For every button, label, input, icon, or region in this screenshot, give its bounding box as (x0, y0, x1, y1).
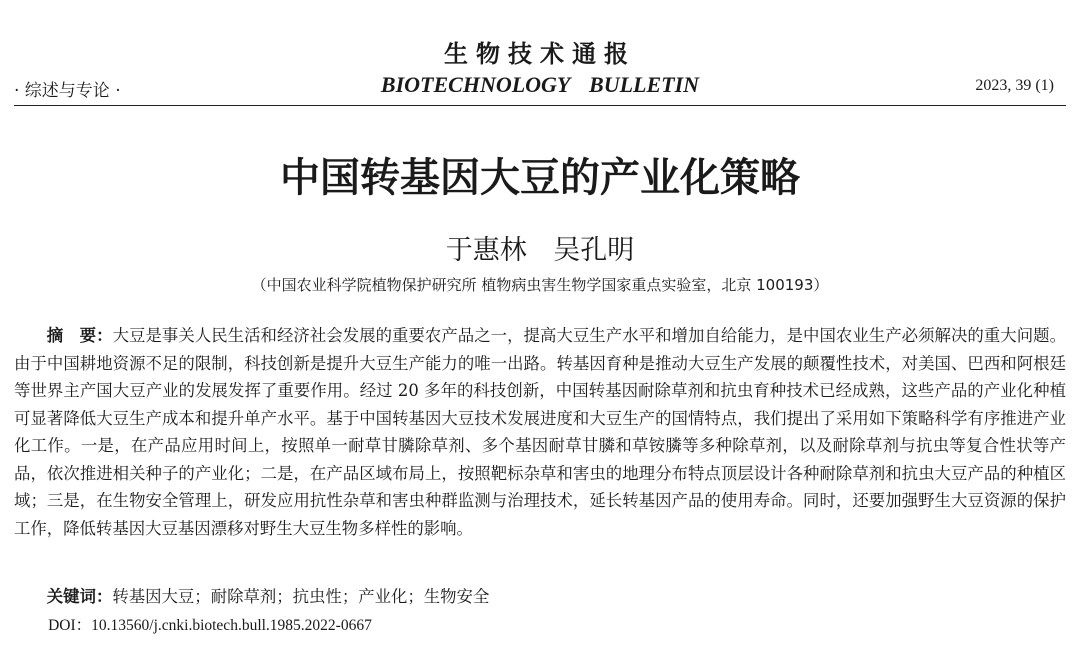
abstract (14, 322, 1066, 542)
journal-name-en: BIOTECHNOLOGY BULLETIN (380, 72, 700, 97)
journal-name-cn: 生物技术通报 (444, 39, 636, 68)
header-divider (14, 105, 1066, 106)
journal-header (14, 72, 1066, 102)
keywords-text: 转基因大豆；耐除草剂；抗虫性；产业化；生物安全 (112, 587, 490, 606)
abstract-text: 大豆是事关人民生活和经济社会发展的重要农产品之一，提高大豆生产水平和增加自给能力，是中国农业生产必须解决的重大问题。由于中国耕地资源不足的限制，科技创新是提升大豆生产能力的唯一出路。转基因育种是推动大豆生产发展的颠覆性技术，对美国、巴西和阿根廷等世界主产国大豆产业的发展发挥了重要作用。经过 20 多年的科技创新，中国转基因耐除草剂和抗虫育种技术已经成熟，这些产品的产业化种植可显著降低大豆生产成本和提升单产水平。基于中国转基因大豆技术发展进度和大豆生产的国情特点，我们提出了采用如下策略科学有序推进产业化工作。一是，在产品应用时间上，按照单一耐草甘膦除草剂、多个基因耐草甘膦和草铵膦等多种除草剂，以及耐除草剂与抗虫等复合性状等产品，依次推进相关种子的产业化；二是，在产品区域布局上，按照靶标杂草和害虫的地理分布特点顶层设计各种耐除草剂和抗虫大豆产品的种植区域；三是，在生物安全管理上，研发应用抗性杂草和害虫种群监测与治理技术，延长转基因产品的使用寿命。同时，还要加强野生大豆资源的保护工作，降低转基因大豆基因漂移对野生大豆生物多样性的影响。 (14, 326, 1067, 538)
issue-number: 2023, 39 (1) (975, 77, 1054, 94)
doi: DOI：10.13560/j.cnki.biotech.bull.1985.2022-0667 (48, 617, 372, 634)
author-affiliation: （中国农业科学院植物保护研究所 植物病虫害生物学国家重点实验室，北京 100193） (251, 276, 829, 294)
keywords-label: 关键词： (46, 587, 113, 606)
section-tag: · 综述与专论 · (14, 81, 121, 101)
keywords (14, 583, 1066, 610)
abstract-label: 摘 要： (46, 326, 113, 345)
article-authors: 于惠林 吴孔明 (445, 235, 635, 266)
article-title: 中国转基因大豆的产业化策略 (280, 155, 800, 201)
